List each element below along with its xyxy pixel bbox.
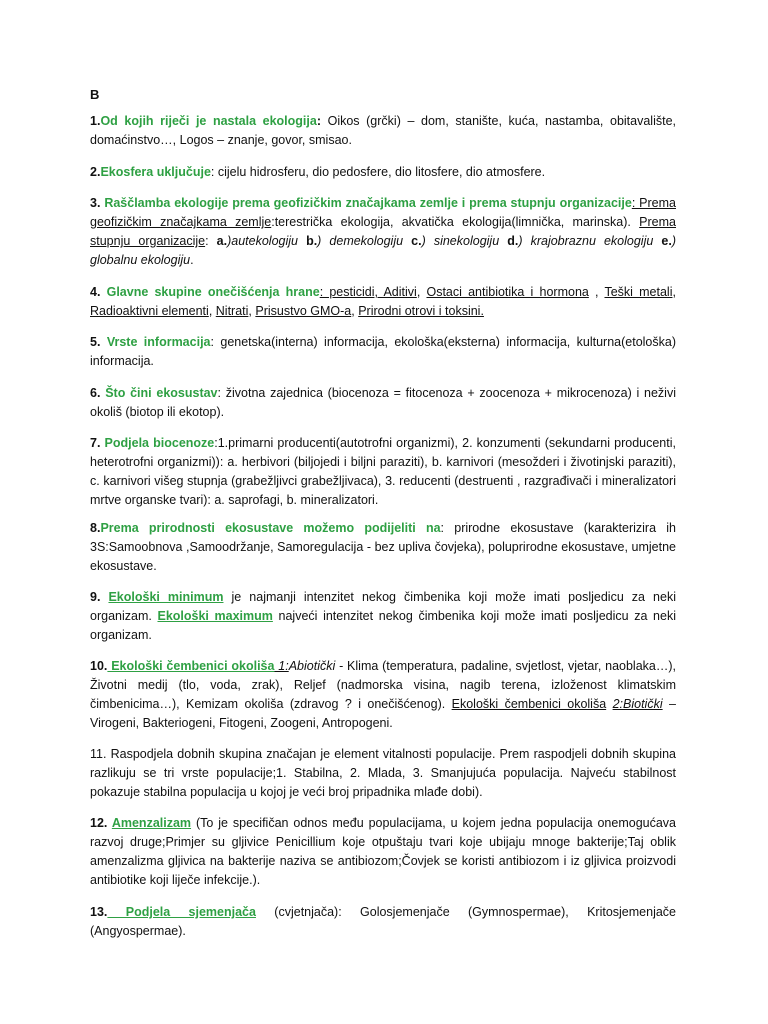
q10-text-2: – Virogeni, Bakteriogeni, Fitogeni, Zoogeni, Antropogeni. [90, 697, 676, 730]
q10-text-1: - Klima (temperatura, padaline, svjetlost, vjetar, naoblaka…), Životni medij (tlo, voda, zrak), Reljef (nadmorska visina, nagib terena, izloženost klimatskim čimbenicima…), Kemizam okoliša (zdravog ? i onečišćenog). [90, 659, 677, 711]
question-10 [90, 657, 676, 733]
q2-term: Ekosfera uključuje [100, 165, 211, 179]
q3-t2: : [205, 234, 217, 248]
q10-sub2b: 2:Biotički [612, 697, 663, 711]
q3-a-text: )autekologiju [227, 234, 307, 248]
q4-term: Glavne skupine onečišćenja hrane [106, 285, 320, 299]
q13-number: 13. [90, 905, 108, 919]
q3-b: b. [306, 234, 318, 248]
question-13 [90, 903, 676, 941]
q3-a: a. [216, 234, 228, 248]
question-3 [90, 194, 676, 270]
question-4 [90, 283, 676, 321]
q12-number: 12. [90, 816, 112, 830]
q1-colon: : [316, 114, 321, 128]
q9-term-maximum: Ekološki maximum [157, 609, 273, 623]
q8-term: Prema prirodnosti ekosustave možemo podijeliti na [100, 521, 441, 535]
q2-number: 2. [90, 165, 101, 179]
question-8 [90, 519, 676, 576]
q6-number: 6. [90, 386, 106, 400]
q3-e: e. [661, 234, 672, 248]
q3-t1: :terestrička ekologija, akvatička ekologija(limnička, marinska). [271, 215, 640, 229]
q4-item: Prirodni otrovi i toksini. [358, 304, 484, 318]
q4-sep: , [351, 304, 359, 318]
q7-term: Podjela biocenoze [104, 436, 215, 450]
q10-sub1: 1: [274, 659, 289, 673]
q7-text: :1.primarni producenti(autotrofni organizmi), 2. konzumenti (sekundarni producenti, heterotrofni organizmi)): a. herbivori (biljojedi i biljni paraziti), b. karnivori (mesožderi i životinjski paraziti), c. karnivori višeg stupnja (grabežljivci grabežljivaca), 3. reducenti (destruenti , razgrađivači i mineralizatori mrtve organske tvari): a. saprofagi, b. mineralizatori. [90, 436, 676, 507]
q5-term: Vrste informacija [100, 335, 211, 349]
q1-term: Od kojih riječi je nastala ekologija [100, 114, 317, 128]
question-12 [90, 814, 676, 890]
q4-item: Teški metali [604, 285, 673, 299]
q4-item: : pesticidi, Aditivi [319, 285, 417, 299]
q3-number: 3. [90, 196, 105, 210]
q4-item: Radioaktivni elementi [90, 304, 209, 318]
q8-text: : prirodne ekosustave (karakterizira ih 3S:Samoobnova ,Samoodržanje, Samoregulacija - bez upliva čovjeka), poluprirodne ekosustave, umjetne ekosustave. [90, 521, 676, 573]
q1-number: 1. [90, 114, 101, 128]
q12-text: (To je specifičan odnos među populacijama, u kojem jedna populacija onemogućava razvoj druge;Primjer su gljivice Penicillium koje otpuštaju tvari koje ubijaju mnoge bakterije;Taj oblik amenzalizma gljivica na bakterije naziva se antibiozom;Čovjek se koristi antibiozom i iz gljivica proizvodi antibiotike koji liječe infekcije.). [90, 816, 676, 887]
question-1 [90, 112, 676, 150]
question-6 [90, 384, 676, 422]
q10-sub1b: Abiotički [288, 659, 336, 673]
question-5 [90, 333, 676, 371]
q13-term: Podjela sjemenjača [107, 905, 256, 919]
q10-number: 10. [90, 659, 108, 673]
q6-term: Što čini ekosustav [105, 386, 218, 400]
q3-c-text: ) sinekologiju [421, 234, 508, 248]
q4-sep: , [416, 285, 427, 299]
q3-sub1: : Prema geofizičkim značajkama zemlje [90, 196, 676, 229]
q2-text: : cijelu hidrosferu, dio pedosfere, dio litosfere, dio atmosfere. [210, 165, 546, 179]
section-heading: B [90, 87, 100, 102]
q4-sep: , [588, 285, 605, 299]
q3-d: d. [507, 234, 519, 248]
q4-number: 4. [90, 285, 107, 299]
q9-text-1: je najmanji intenzitet nekog čimbenika koji može imati posljedicu za neki organizam. [90, 590, 676, 623]
q4-sep: , [208, 304, 216, 318]
q1-text: Oikos (grčki) – dom, stanište, kuća, nastamba, obitavalište, domaćinstvo…, Logos – znanje, govor, smisao. [90, 114, 676, 147]
q3-sub2: Prema stupnju organizacije [90, 215, 676, 248]
question-9 [90, 588, 676, 645]
q7-number: 7. [90, 436, 105, 450]
q12-term: Amenzalizam [111, 816, 192, 830]
q13-text: (cvjetnjača): Golosjemenjače (Gymnospermae), Kritosjemenjače (Angyospermae). [90, 905, 676, 938]
q3-d-text: ) krajobraznu ekologiju [518, 234, 662, 248]
q4-sep: , [672, 285, 676, 299]
q4-sep: , [248, 304, 256, 318]
q9-number: 9. [90, 590, 109, 604]
q4-item: Prisustvo GMO-a [255, 304, 352, 318]
q5-text: : genetska(interna) informacija, ekološka(eksterna) informacija, kulturna(etološka) informacija. [90, 335, 676, 368]
q9-term-minimum: Ekološki minimum [108, 590, 224, 604]
q10-sub2: Ekološki čembenici okoliša [451, 697, 607, 711]
q3-term: Raščlamba ekologije prema geofizičkim značajkama zemlje i prema stupnju organizacije [104, 196, 632, 210]
question-7 [90, 434, 676, 510]
q10-term: Ekološki čembenici okoliša [107, 659, 275, 673]
q4-item: Nitrati [215, 304, 249, 318]
q8-number: 8. [90, 521, 101, 535]
q3-end: . [190, 253, 194, 267]
q3-e-text: ) globalnu ekologiju [90, 234, 676, 267]
q4-item: Ostaci antibiotika i hormona [426, 285, 589, 299]
q5-number: 5. [90, 335, 101, 349]
q3-c: c. [411, 234, 422, 248]
question-11 [90, 745, 676, 802]
q11-text: 11. Raspodjela dobnih skupina značajan je element vitalnosti populacije. Prem raspodjeli dobnih skupina razlikuju se tri vrste populacije;1. Stabilna, 2. Mlada, 3. Smanjujuća populacija. Najveću stabilnost pokazuje stabilna populacija u kojoj je veći broj pripadnika mlađe dobi). [90, 747, 676, 799]
q9-text-2: najveći intenzitet nekog čimbenika koji može imati posljedicu za neki organizam. [90, 609, 676, 642]
q6-text: : životna zajednica (biocenoza = fitocenoza + zoocenoza + mikrocenoza) i neživi okoliš (biotop ili ekotop). [90, 386, 676, 419]
question-2 [90, 163, 676, 182]
q3-b-text: ) demekologiju [317, 234, 412, 248]
